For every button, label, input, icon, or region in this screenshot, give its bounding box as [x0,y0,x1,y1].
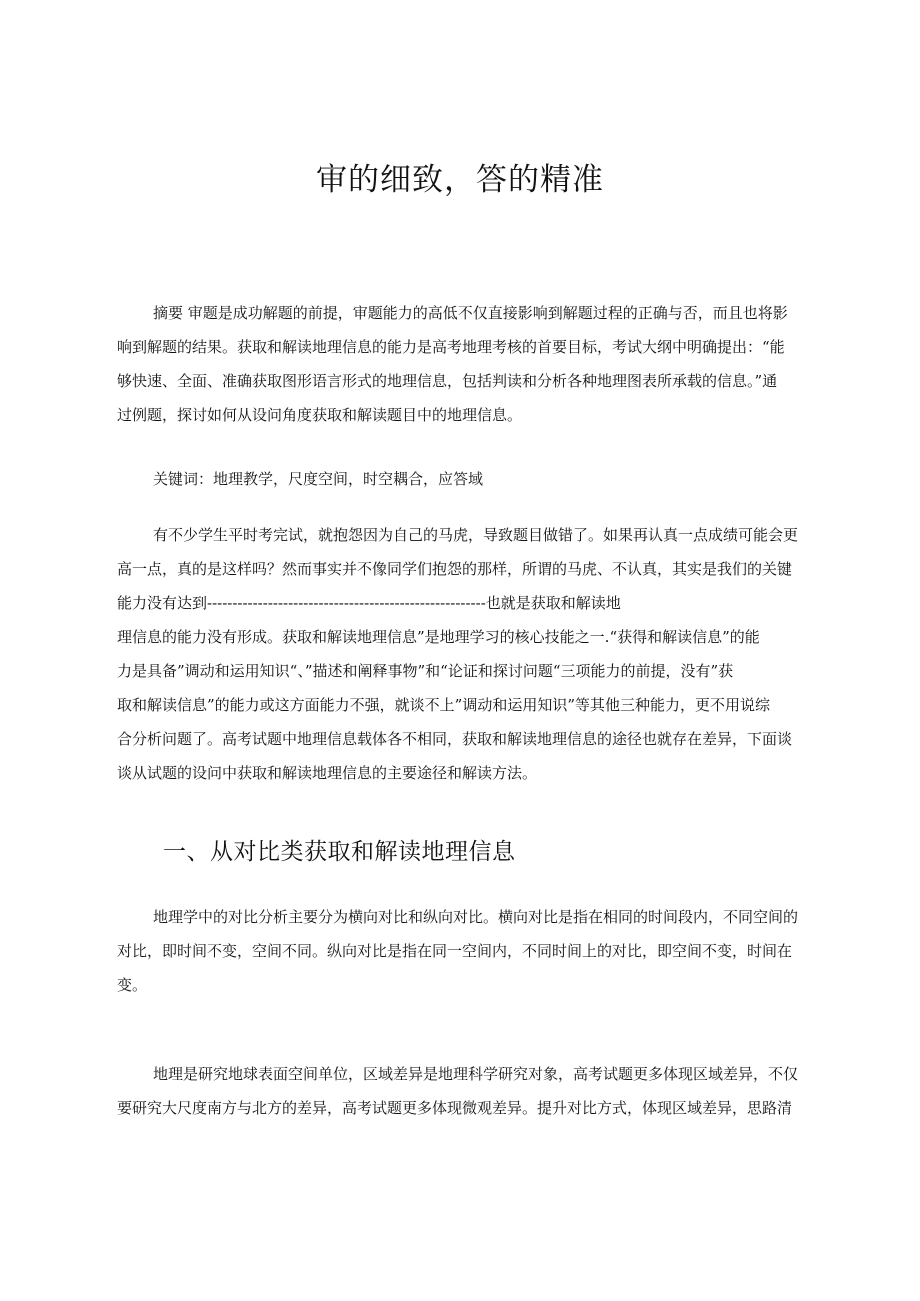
abstract-line: 摘要 审题是成功解题的前提，审题能力的高低不仅直接影响到解题过程的正确与否，而且也将影 [153,304,788,322]
section-paragraph [117,1057,813,1125]
intro-line: 合分析问题了。高考试题中地理信息载体各不相同，获取和解读地理信息的途径也就存在差异，下面谈 [117,730,793,748]
section-line: 地理学中的对比分析主要分为横向对比和纵向对比。横向对比是指在相同的时间段内，不同空间的 [153,908,799,926]
abstract-line: 响到解题的结果。获取和解读地理信息的能力是高考地理考核的首要目标，考试大纲中明确提出：“能 [117,338,785,356]
intro-line: 有不少学生平时考完试，就抱怨因为自己的马虎，导致题目做错了。如果再认真一点成绩可能会更 [153,526,799,544]
intro-line: 高一点，真的是这样吗？然而事实并不像同学们抱怨的那样，所谓的马虎、不认真，其实是我们的关键 [117,560,793,578]
keywords-line: 关键词：地理教学，尺度空间，时空耦合，应答域 [153,470,484,488]
intro-line: 取和解读信息”的能力或这方面能力不强，就谈不上”调动和运用知识”等其他三种能力，更不用说综 [117,696,771,714]
intro-line: 能力没有达到-------------------------------------------------------也就是获取和解读地 [117,594,621,612]
section-paragraph [117,900,813,1002]
intro-line: 力是具备”调动和运用知识“、”描述和阐释事物”和“论证和探讨问题“三项能力的前提，没有”获 [117,662,734,680]
intro-line: 理信息的能力没有形成。获取和解读地理信息”是地理学习的核心技能之一.“获得和解读信息”的能 [117,628,760,646]
abstract-paragraph [117,296,813,432]
abstract-line: 够快速、全面、准确获取图形语言形式的地理信息，包括判读和分析各种地理图表所承载的信息。”通 [117,372,778,390]
section-line: 地理是研究地球表面空间单位，区域差异是地理科学研究对象，高考试题更多体现区域差异，不仅 [153,1065,799,1083]
section-line: 变。 [117,976,148,994]
keywords-paragraph [117,462,813,496]
section-heading: 一、从对比类获取和解读地理信息 [163,839,516,865]
section-line: 要研究大尺度南方与北方的差异，高考试题更多体现微观差异。提升对比方式，体现区域差异，思路清 [117,1099,793,1117]
intro-paragraph [117,518,813,790]
section-line: 对比，即时间不变，空间不同。纵向对比是指在同一空间内，不同时间上的对比，即空间不变，时间在 [117,942,793,960]
document-title: 审的细致，答的精准 [316,162,604,198]
intro-line: 谈从试题的设问中获取和解读地理信息的主要途径和解读方法。 [117,764,538,782]
abstract-line: 过例题，探讨如何从设问角度获取和解读题目中的地理信息。 [117,406,523,424]
